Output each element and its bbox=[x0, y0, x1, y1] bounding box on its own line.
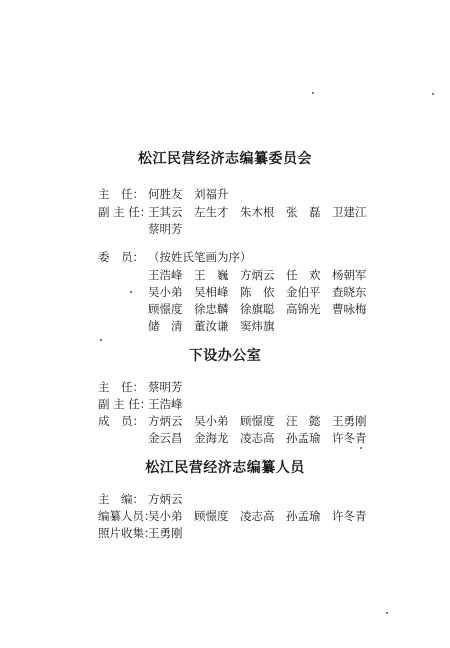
editors-chief-names: 方炳云 bbox=[148, 492, 183, 506]
office-director-names: 蔡明芳 bbox=[148, 380, 183, 394]
office-director-row bbox=[98, 379, 183, 396]
scan-speck bbox=[432, 93, 434, 95]
editors-compilers-row bbox=[98, 508, 367, 525]
committee-members-label: 委 员： bbox=[98, 250, 144, 264]
committee-deputy-row bbox=[98, 204, 367, 221]
editors-compilers-label: 编纂人员： bbox=[98, 509, 156, 523]
office-deputy-label: 副 主 任： bbox=[98, 397, 152, 411]
committee-members-line-2: 吴小弟 吴相峰 陈 依 金伯平 查晓东 bbox=[148, 285, 367, 299]
office-director-label: 主 任： bbox=[98, 380, 144, 394]
scan-speck bbox=[312, 92, 314, 94]
committee-members-note: （按姓氏笔画为序） bbox=[148, 250, 252, 264]
committee-director-label: 主 任： bbox=[98, 187, 144, 201]
scan-speck bbox=[360, 447, 362, 449]
committee-deputy-label: 副 主 任： bbox=[98, 205, 152, 219]
editors-chief-row bbox=[98, 491, 183, 508]
office-members-names-1: 方炳云 吴小弟 顾憬度 汪 懿 王勇刚 bbox=[148, 414, 367, 428]
scan-speck bbox=[100, 339, 102, 341]
scan-speck bbox=[130, 291, 132, 293]
committee-members-line-3: 顾憬度 徐忠麟 徐旗聪 高锦光 曹咏梅 bbox=[148, 302, 367, 316]
editors-title: 松江民营经济志编纂人员 bbox=[145, 460, 305, 476]
committee-deputy-row-2 bbox=[148, 221, 183, 238]
committee-director-row bbox=[98, 186, 229, 203]
office-members-row bbox=[98, 413, 367, 430]
committee-deputy-names-1: 王其云 左生才 朱木根 张 磊 卫建江 bbox=[148, 205, 367, 219]
committee-members-line-1: 王浩峰 王 巍 方炳云 任 欢 杨朝军 bbox=[148, 268, 367, 282]
committee-members-line-4: 储 清 董汝谦 窦炜旗 bbox=[148, 319, 275, 333]
office-deputy-names: 王浩峰 bbox=[148, 397, 183, 411]
office-deputy-row bbox=[98, 396, 183, 413]
editors-photo-label: 照片收集： bbox=[98, 526, 156, 540]
committee-deputy-names-2: 蔡明芳 bbox=[148, 222, 183, 236]
committee-title: 松江民营经济志编纂委员会 bbox=[138, 151, 312, 167]
editors-photo-names: 王勇刚 bbox=[148, 526, 183, 540]
committee-director-names: 何胜友 刘福升 bbox=[148, 187, 229, 201]
editors-photo-row bbox=[98, 525, 183, 542]
scan-speck bbox=[386, 612, 388, 614]
editors-compilers-names: 吴小弟 顾憬度 凌志高 孙孟瑜 许冬青 bbox=[148, 509, 367, 523]
committee-members-row bbox=[98, 249, 252, 266]
office-members-line-2: 金云昌 金海龙 凌志高 孙孟瑜 许冬青 bbox=[148, 431, 367, 445]
office-title: 下设办公室 bbox=[188, 348, 262, 364]
office-members-label: 成 员： bbox=[98, 414, 144, 428]
editors-chief-label: 主 编： bbox=[98, 492, 144, 506]
